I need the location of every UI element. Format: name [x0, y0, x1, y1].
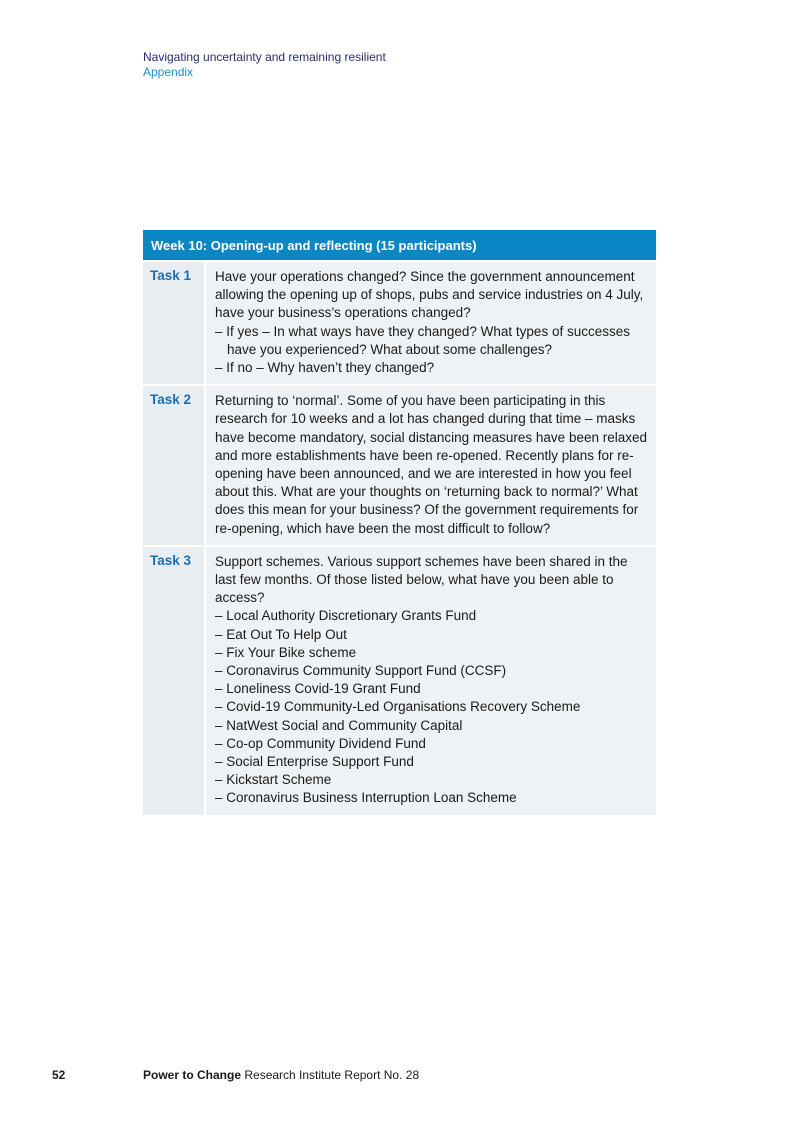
- task-bullet: – Coronavirus Community Support Fund (CCSF): [215, 663, 507, 679]
- task-bullet: – Kickstart Scheme: [215, 772, 332, 788]
- task-intro: Have your operations changed? Since the government announcement allowing the opening up of shops, pubs and service industries on 4 July, have your business’s operations changed?: [215, 269, 644, 321]
- task-label: Task 1: [143, 262, 206, 384]
- brand-name: Power to Change: [143, 1068, 242, 1082]
- task-bullet-list: [215, 323, 648, 378]
- page-number: 52: [52, 1068, 66, 1082]
- task-intro: Returning to ‘normal’. Some of you have been participating in this research for 10 weeks and a lot has changed during that time – masks have become mandatory, social distancing measures have been relaxed and more establishments have been re-opened. Recently plans for re-opening have been announced, and we are interested in how you feel about this. What are your thoughts on ‘returning back to normal?’ What does this mean for your business? Of the government requirements for re-opening, which have been the most difficult to follow?: [215, 393, 647, 536]
- running-header: [143, 50, 386, 80]
- task-bullet-list: [215, 607, 648, 807]
- task-table: [143, 230, 656, 815]
- task-label: Task 3: [143, 547, 206, 815]
- task-bullet: – Loneliness Covid-19 Grant Fund: [215, 681, 421, 697]
- task-bullet: – Co-op Community Dividend Fund: [215, 735, 426, 751]
- task-bullet: – Social Enterprise Support Fund: [215, 754, 414, 770]
- task-bullet: – Fix Your Bike scheme: [215, 644, 357, 660]
- section-name: Appendix: [143, 65, 194, 79]
- task-bullet: – NatWest Social and Community Capital: [215, 717, 463, 733]
- report-name: Research Institute Report No. 28: [244, 1068, 420, 1082]
- task-bullet: – Covid-19 Community-Led Organisations Recovery Scheme: [215, 699, 581, 715]
- task-bullet: – If no – Why haven’t they changed?: [215, 360, 435, 376]
- task-row: [143, 260, 656, 384]
- task-row: [143, 545, 656, 815]
- task-label: Task 2: [143, 386, 206, 545]
- task-body: [206, 386, 656, 545]
- task-row: [143, 384, 656, 545]
- task-bullet: – Eat Out To Help Out: [215, 626, 347, 642]
- task-body: [206, 262, 656, 384]
- task-bullet: – If yes – In what ways have they changed? What types of successes have you experienced? What about some challenges?: [215, 323, 630, 357]
- task-bullet: – Coronavirus Business Interruption Loan Scheme: [215, 790, 517, 806]
- table-heading: Week 10: Opening-up and reflecting (15 participants): [143, 230, 656, 260]
- document-title: Navigating uncertainty and remaining resilient: [143, 50, 386, 64]
- publication-line: [143, 1068, 419, 1082]
- task-bullet: – Local Authority Discretionary Grants Fund: [215, 608, 477, 624]
- task-body: [206, 547, 656, 815]
- task-intro: Support schemes. Various support schemes have been shared in the last few months. Of those listed below, what have you been able to access?: [215, 553, 628, 606]
